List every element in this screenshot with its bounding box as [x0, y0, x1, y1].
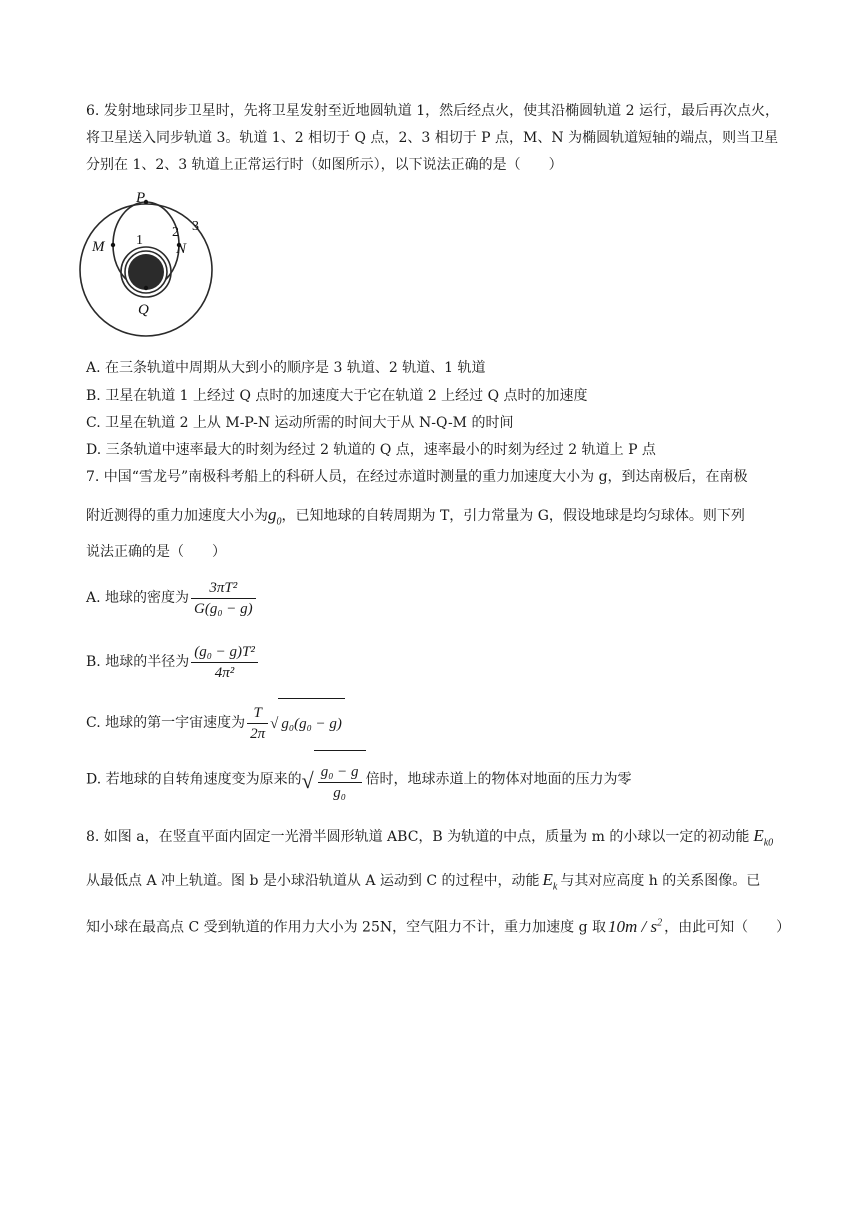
label-2: 2 [172, 225, 179, 240]
q7-line-2-b: ，已知地球的自转周期为 T，引力常量为 G，假设地球是均匀球体。则下列 [281, 508, 745, 524]
label-1: 1 [136, 233, 143, 248]
q7-option-d-sqrt: √ $\frac{\text{g₀ − g}}{\text{g₀}}$ [302, 750, 366, 809]
label-3: 3 [192, 219, 199, 234]
q6-line-2: 将卫星送入同步轨道 3。轨道 1、2 相切于 Q 点，2、3 相切于 P 点，M、N 为椭圆轨道短轴的端点，则当卫星 [86, 130, 779, 146]
q8-line-1 [86, 826, 773, 853]
q6-option-d[interactable]: D. 三条轨道中速率最大的时刻为经过 2 轨道的 Q 点，速率最小的时刻为经过 2 轨道上 P 点 [86, 442, 656, 458]
q8-g-value: $10m / s^2$ [608, 916, 663, 936]
q7-option-b-label: B. 地球的半径为 [86, 654, 190, 670]
q8-line-2-b: 与其对应高度 h 的关系图像。已 [560, 873, 761, 889]
q8-line-1-a: 8. 如图 a，在竖直平面内固定一光滑半圆形轨道 ABC，B 为轨道的中点，质量为 m 的小球以一定的初动能 [86, 829, 750, 845]
q7-option-c-sqrt: √ g₀(g₀ − g) [270, 698, 345, 748]
q7-g0-symbol: $g_0$ [268, 505, 282, 528]
q7-option-d-label: D. 若地球的自转角速度变为原来的 [86, 771, 302, 788]
q7-option-d-tail: 倍时，地球赤道上的物体对地面的压力为零 [365, 771, 632, 788]
orbit-diagram [74, 190, 220, 340]
q7-option-c[interactable] [86, 698, 345, 746]
q7-line-2 [86, 505, 745, 532]
point-m [111, 243, 115, 247]
q6-option-a[interactable]: A. 在三条轨道中周期从大到小的顺序是 3 轨道、2 轨道、1 轨道 [86, 360, 486, 376]
q8-ek0-symbol: $E_{k0}$ [753, 826, 774, 849]
q7-option-c-fraction: $\frac{T}{2\pi}$ [247, 704, 268, 743]
q7-option-a-fraction: $\frac{\text{3πT²}}{\text{G(g₀ − g)}}$ [191, 579, 256, 618]
q7-option-d[interactable] [86, 750, 632, 806]
q6-line-3: 分别在 1、2、3 轨道上正常运行时（如图所示），以下说法正确的是（ ） [86, 157, 563, 173]
label-n: N [176, 241, 187, 257]
q8-line-2 [86, 870, 760, 897]
q8-line-3-b: ，由此可知（ ） [664, 919, 791, 936]
q7-option-a-label: A. 地球的密度为 [86, 590, 190, 606]
q6-line-1: 6. 发射地球同步卫星时，先将卫星发射至近地圆轨道 1，然后经点火，使其沿椭圆轨道 2 运行，最后再次点火， [86, 103, 779, 119]
label-m: M [92, 239, 105, 255]
q7-option-a[interactable] [86, 574, 258, 622]
q7-option-b[interactable] [86, 638, 260, 686]
q7-option-c-label: C. 地球的第一宇宙速度为 [86, 715, 246, 731]
q7-line-2-a: 附近测得的重力加速度大小为 [86, 508, 268, 524]
label-q: Q [138, 302, 149, 318]
q6-option-c[interactable]: C. 卫星在轨道 2 上从 M-P-N 运动所需的时间大于从 N-Q-M 的时间 [86, 415, 514, 431]
point-q [144, 286, 148, 290]
q8-line-2-a: 从最低点 A 冲上轨道。图 b 是小球沿轨道从 A 运动到 C 的过程中，动能 [86, 873, 540, 889]
q7-option-b-fraction: $\frac{\text{(g₀ − g)T²}}{\text{4π²}}$ [191, 643, 258, 682]
earth [128, 254, 164, 290]
label-p: P [136, 190, 146, 206]
q8-line-3 [86, 913, 790, 938]
q7-line-1: 7. 中国“雪龙号”南极科考船上的科研人员，在经过赤道时测量的重力加速度大小为 g，到达南极后，在南极 [86, 469, 748, 485]
q8-ek-symbol: $E_k$ [542, 870, 558, 893]
q7-line-3: 说法正确的是（ ） [86, 544, 226, 560]
q6-option-b[interactable]: B. 卫星在轨道 1 上经过 Q 点时的加速度大于它在轨道 2 上经过 Q 点时的加速度 [86, 388, 588, 404]
q8-line-3-a: 知小球在最高点 C 受到轨道的作用力大小为 25N，空气阻力不计，重力加速度 g 取 [86, 919, 606, 936]
